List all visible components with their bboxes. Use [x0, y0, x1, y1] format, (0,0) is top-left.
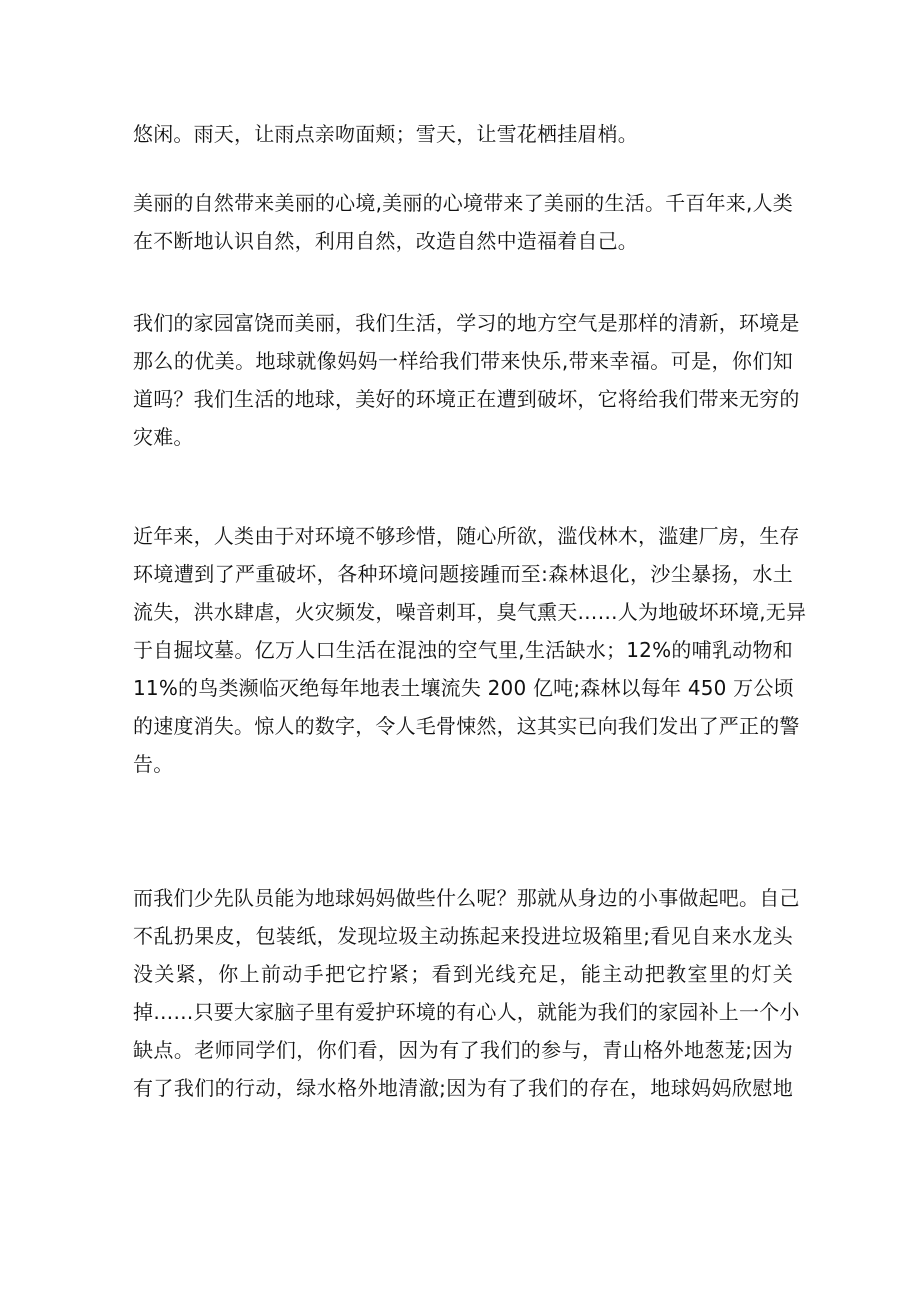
text-line: 我们的家园富饶而美丽，我们生活，学习的地方空气是那样的清新，环境是 — [133, 311, 800, 335]
text-line: 流失，洪水肆虐，火灾频发，噪音刺耳，臭气熏天……人为地破坏环境,无异 — [133, 600, 807, 624]
text-line: 环境遭到了严重破坏，各种环境问题接踵而至:森林退化，沙尘暴扬，水土 — [133, 562, 793, 586]
text-line: 近年来，人类由于对环境不够珍惜，随心所欲，滥伐林木，滥建厂房，生存 — [133, 524, 800, 548]
paragraph-2 — [133, 184, 793, 260]
paragraph-4 — [133, 517, 807, 783]
text-line: 道吗？我们生活的地球，美好的环境正在遭到破坏，它将给我们带来无穷的 — [133, 387, 800, 411]
text-line: 于自掘坟墓。亿万人口生活在混浊的空气里,生活缺水；12%的哺乳动物和 — [133, 638, 793, 662]
text-line: 不乱扔果皮，包装纸，发现垃圾主动拣起来投进垃圾箱里;看见自来水龙头 — [133, 924, 793, 948]
text-line: 缺点。老师同学们，你们看，因为有了我们的参与，青山格外地葱茏;因为 — [133, 1038, 793, 1062]
text-line: 那么的优美。地球就像妈妈一样给我们带来快乐,带来幸福。可是，你们知 — [133, 349, 793, 373]
text-line: 掉……只要大家脑子里有爱护环境的有心人，就能为我们的家园补上一个小 — [133, 1000, 800, 1024]
text-line: 悠闲。雨天，让雨点亲吻面颊；雪天，让雪花栖挂眉梢。 — [133, 122, 638, 146]
text-line: 美丽的自然带来美丽的心境,美丽的心境带来了美丽的生活。千百年来,人类 — [133, 191, 793, 215]
text-line: 灾难。 — [133, 425, 194, 449]
paragraph-3 — [133, 304, 800, 456]
text-line: 有了我们的行动，绿水格外地清澈;因为有了我们的存在，地球妈妈欣慰地 — [133, 1076, 793, 1100]
text-line: 在不断地认识自然，利用自然，改造自然中造福着自己。 — [133, 229, 638, 253]
text-line: 的速度消失。惊人的数字，令人毛骨悚然，这其实已向我们发出了严正的警 — [133, 714, 800, 738]
text-line: 没关紧，你上前动手把它拧紧；看到光线充足，能主动把教室里的灯关 — [133, 962, 793, 986]
text-line: 11%的鸟类濒临灭绝每年地表土壤流失 200 亿吨;森林以每年 450 万公顷 — [133, 676, 794, 700]
paragraph-5 — [133, 879, 800, 1107]
text-line: 告。 — [133, 752, 174, 776]
paragraph-1 — [133, 115, 793, 153]
text-line: 而我们少先队员能为地球妈妈做些什么呢？那就从身边的小事做起吧。自己 — [133, 886, 800, 910]
